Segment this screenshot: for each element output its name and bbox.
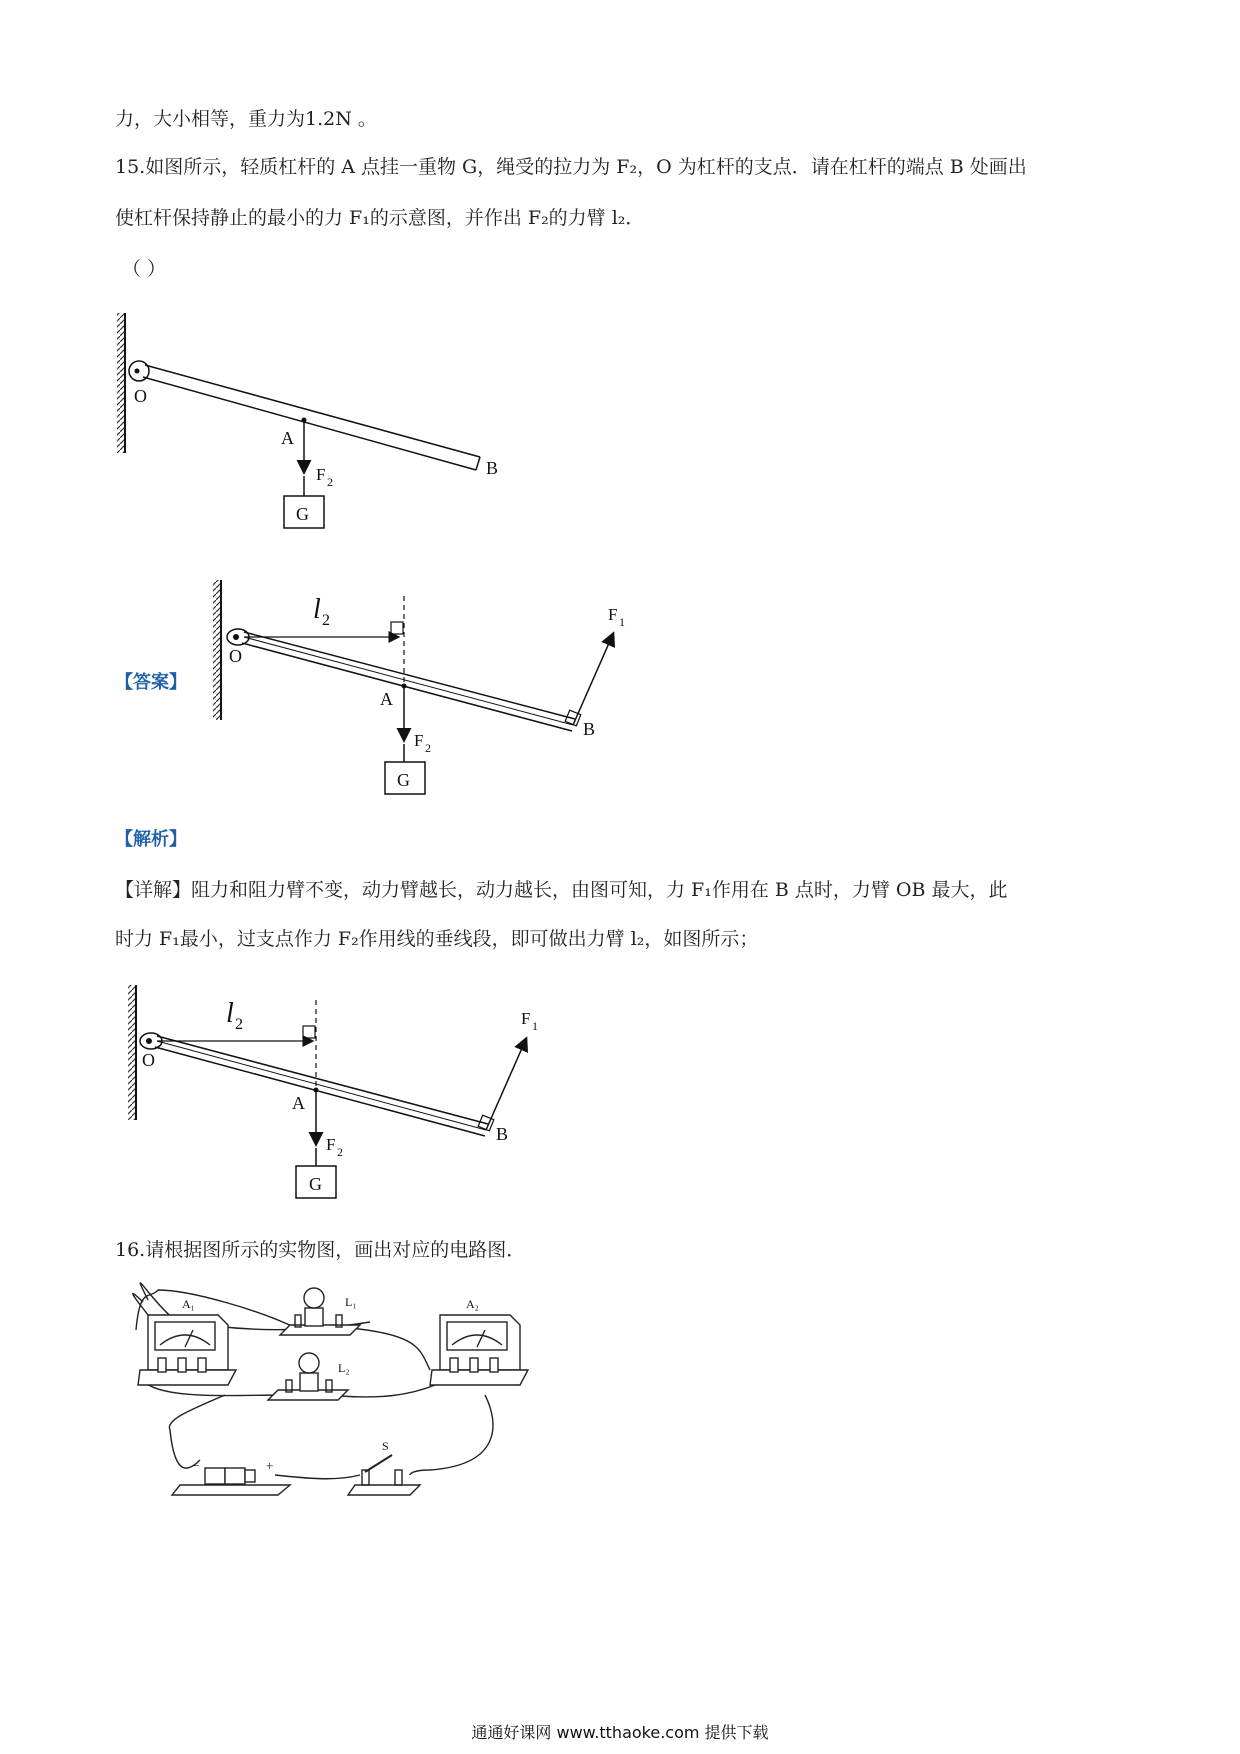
label-a-analysis: A (292, 1093, 305, 1113)
label-a2: A₂ (466, 1297, 479, 1311)
label-o: O (134, 386, 147, 406)
label-g-analysis: G (309, 1174, 322, 1194)
label-f1-answer-sub: 1 (619, 615, 625, 629)
label-a: A (281, 428, 294, 448)
label-a-answer: A (380, 689, 393, 709)
label-f2-analysis: F (326, 1135, 336, 1154)
label-g: G (296, 504, 309, 524)
label-f2-sub: 2 (327, 475, 333, 489)
answer-blank: （ ） (122, 258, 167, 280)
label-f2-answer: F (414, 731, 424, 750)
detail-line-1: 【详解】阻力和阻力臂不变，动力臂越长，动力越长，由图可知，力 F₁作用在 B 点时，力臂 OB 最大，此 (115, 879, 1008, 901)
label-battery-minus: − (192, 1458, 200, 1473)
label-b-analysis: B (496, 1124, 509, 1144)
label-a1: A₁ (182, 1297, 195, 1311)
lever-figure-question (117, 313, 498, 528)
label-s: S (382, 1439, 389, 1453)
analysis-tag: 【解析】 (115, 829, 187, 850)
label-b-answer: B (583, 719, 596, 739)
question-15-line-2: 使杠杆保持静止的最小的力 F₁的示意图，并作出 F₂的力臂 l₂． (115, 207, 645, 229)
question-15-line-1: 15.如图所示，轻质杠杆的 A 点挂一重物 G，绳受的拉力为 F₂，O 为杠杆的支点．请在杠杆的端点 B 处画出 (115, 156, 1027, 178)
text-line-1: 力，大小相等，重力为1.2N 。 (115, 108, 377, 130)
lamp-l2 (268, 1353, 348, 1400)
label-f1-analysis: F (521, 1009, 531, 1028)
lever-figure-analysis (128, 985, 538, 1198)
answer-tag: 【答案】 (115, 672, 187, 693)
label-l2-analysis: l (226, 998, 234, 1029)
label-l1: L₁ (345, 1295, 357, 1309)
label-l2: l (313, 594, 321, 625)
label-l2-sub: 2 (322, 612, 330, 629)
label-f2-answer-sub: 2 (425, 741, 431, 755)
label-f1-analysis-sub: 1 (532, 1019, 538, 1033)
lever-bar-top (145, 365, 480, 457)
label-f1-answer: F (608, 605, 618, 624)
label-o-answer: O (229, 646, 242, 666)
label-f2-analysis-sub: 2 (337, 1145, 343, 1159)
page-footer: 通通好课网 www.tthaoke.com 提供下载 (471, 1723, 769, 1742)
force-f1-arrow-analysis (486, 1039, 526, 1130)
ammeter-a2 (430, 1315, 528, 1385)
label-g-answer: G (397, 770, 410, 790)
label-battery-plus: + (266, 1458, 274, 1473)
lever-figure-answer (213, 580, 625, 794)
lever-bar-bottom (143, 377, 476, 470)
label-l2-analysis-sub: 2 (235, 1016, 243, 1033)
question-16: 16.请根据图所示的实物图，画出对应的电路图． (115, 1239, 526, 1261)
ammeter-a1 (138, 1315, 236, 1385)
label-b: B (486, 458, 499, 478)
label-o-analysis: O (142, 1050, 155, 1070)
label-l2-lamp: L₂ (338, 1361, 350, 1375)
detail-line-2: 时力 F₁最小，过支点作力 F₂作用线的垂线段，即可做出力臂 l₂，如图所示； (115, 928, 759, 950)
force-f1-arrow (573, 634, 613, 725)
label-f2: F (316, 465, 326, 484)
